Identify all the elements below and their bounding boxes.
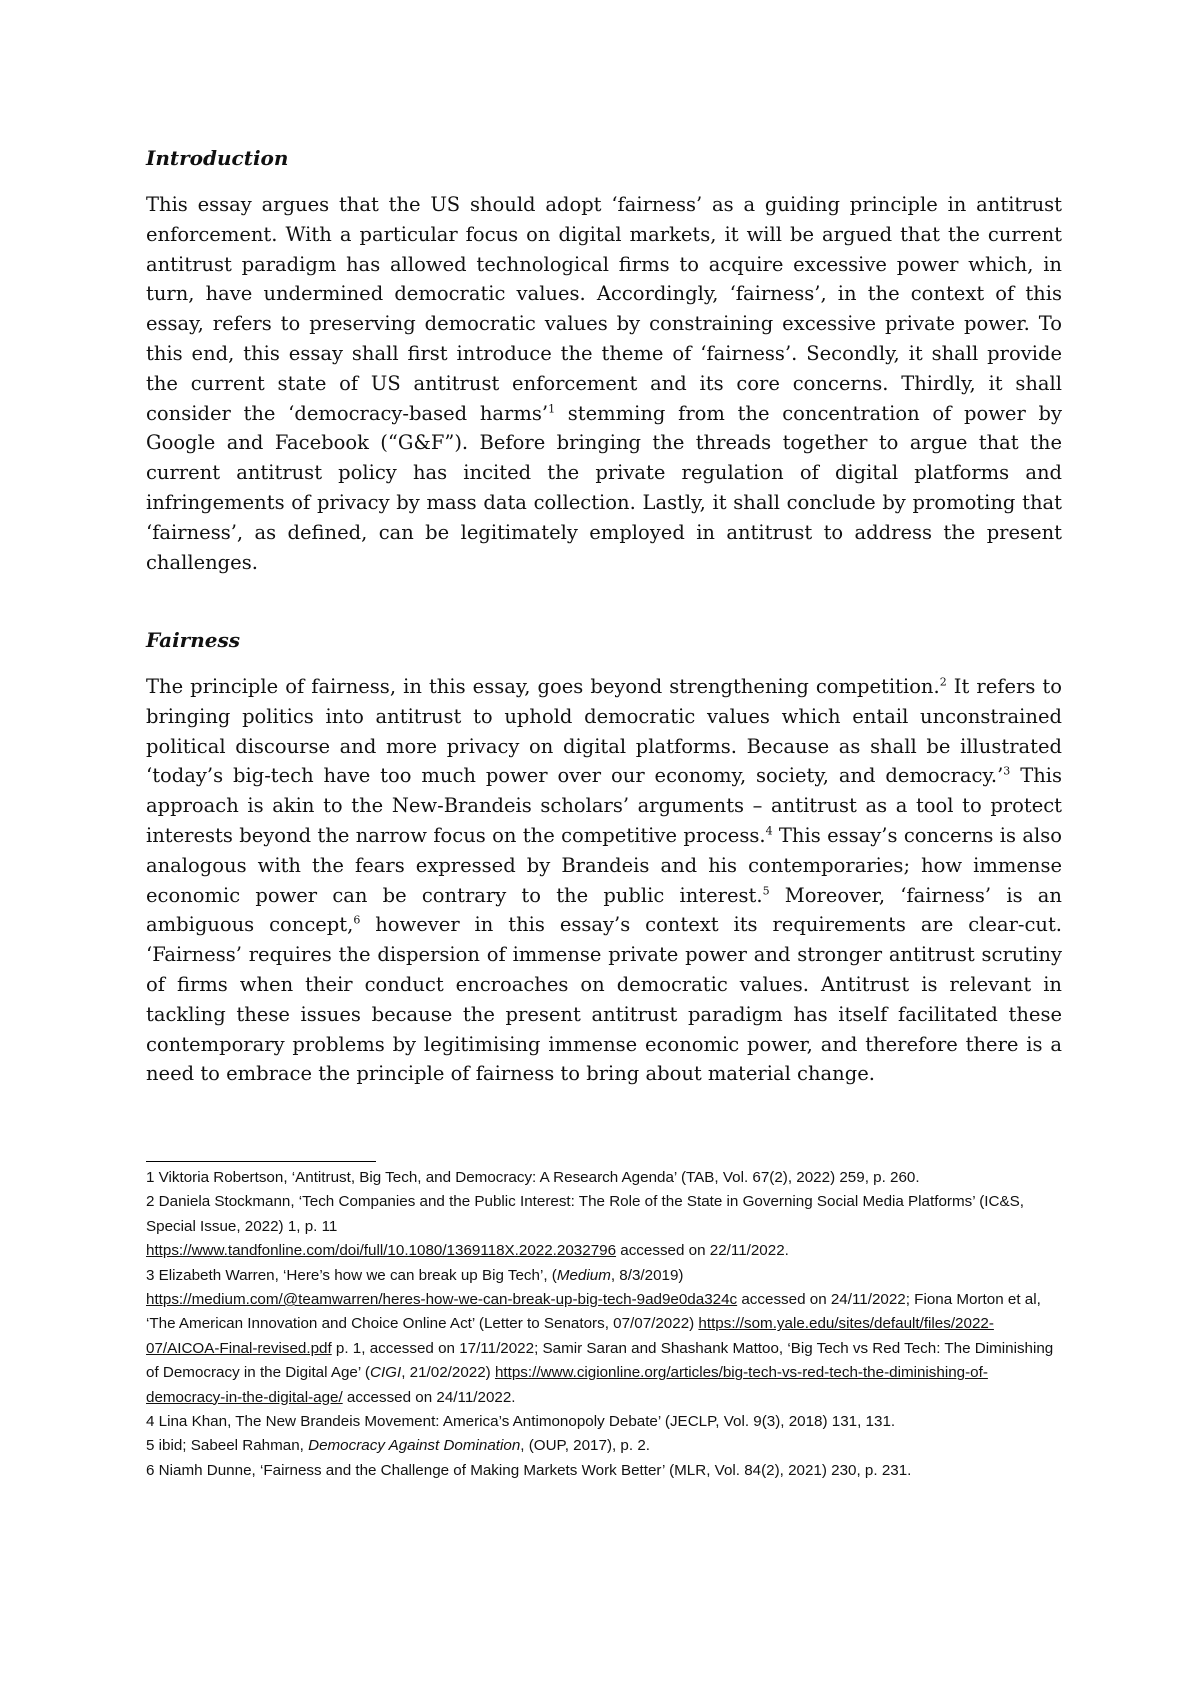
fairness-text-4: This essay’s concerns is also analogous with the fears expressed by Brandeis and his contemporaries; how immense economic power can be contrary to the public interest. bbox=[146, 823, 1062, 907]
footnote-ref-1: 1 bbox=[548, 402, 556, 416]
footnote-ref-6: 6 bbox=[353, 913, 361, 927]
footnote-3 bbox=[146, 1264, 1062, 1410]
fairness-text-2: It refers to bringing politics into antitrust to uphold democratic values which entail unconstrained political discourse and more privacy on digital platforms. Because as shall be illustrated ‘today’s big-tech have too much power over our economy, society, and democracy.’ bbox=[146, 675, 1062, 788]
footnote-separator bbox=[146, 1161, 376, 1162]
footnote-2-text: 2 Daniela Stockmann, ‘Tech Companies and the Public Interest: The Role of the State in Governing Social Media Platforms’ (IC&S, Special Issue, 2022) 1, p. 11 bbox=[146, 1193, 1024, 1235]
footnote-5 bbox=[146, 1434, 1062, 1458]
footnote-2 bbox=[146, 1190, 1062, 1263]
fairness-heading: Fairness bbox=[146, 628, 240, 652]
footnote-ref-5: 5 bbox=[762, 884, 770, 898]
footnote-3-text-c: p. 1, accessed on 17/11/2022; Samir Saran and Shashank Mattoo, ‘Big Tech vs Red Tech: The Diminishing of Democracy in the Digital Age’ ( bbox=[146, 1339, 1054, 1382]
footnote-3-text-b: accessed on 24/11/2022; Fiona Morton et al, ‘The American Innovation and Choice Online Act’ (Letter to Senators, 07/07/2022) bbox=[146, 1291, 1041, 1333]
footnote-3-source-medium: Medium bbox=[556, 1266, 611, 1284]
footnote-1: 1 Viktoria Robertson, ‘Antitrust, Big Tech, and Democracy: A Research Agenda’ (TAB, Vol. 67(2), 2022) 259, p. 260. bbox=[146, 1169, 920, 1186]
introduction-heading: Introduction bbox=[146, 146, 289, 170]
footnote-6: 6 Niamh Dunne, ‘Fairness and the Challenge of Making Markets Work Better’ (MLR, Vol. 84(2), 2021) 230, p. 231. bbox=[146, 1461, 912, 1479]
footnote-3-link-2[interactable]: https://som.yale.edu/sites/default/files/2022-07/AICOA-Final-revised.pdf bbox=[146, 1315, 994, 1357]
fairness-text-6: however in this essay’s context its requirements are clear-cut. ‘Fairness’ requires the dispersion of immense private power and stronger antitrust scrutiny of firms when their conduct encroaches on democratic values. Antitrust is relevant in tackling these issues because the present antitrust paradigm has itself facilitated these contemporary problems by legitimising immense economic power, and therefore there is a need to embrace the principle of fairness to bring about material change. bbox=[146, 913, 1062, 1086]
footnote-ref-4: 4 bbox=[765, 824, 773, 838]
introduction-paragraph bbox=[146, 190, 1062, 577]
footnote-3-text-a2: , 8/3/2019) bbox=[610, 1266, 684, 1284]
footnote-5-text-a: 5 ibid; Sabeel Rahman, bbox=[146, 1437, 309, 1455]
fairness-paragraph bbox=[146, 672, 1062, 1089]
footnote-3-link-3[interactable]: https://www.cigionline.org/articles/big-tech-vs-red-tech-the-diminishing-of-democracy-in-the-digital-age/ bbox=[146, 1364, 988, 1406]
footnote-3-link-1[interactable]: https://medium.com/@teamwarren/heres-how-we-can-break-up-big-tech-9ad9e0da324c bbox=[146, 1291, 738, 1309]
intro-text-1: This essay argues that the US should adopt ‘fairness’ as a guiding principle in antitrust enforcement. With a particular focus on digital markets, it will be argued that the current antitrust paradigm has allowed technological firms to acquire excessive power which, in turn, have undermined democratic values. Accordingly, ‘fairness’, in the context of this essay, refers to preserving democratic values by constraining excessive private power. To this end, this essay shall first introduce the theme of ‘fairness’. Secondly, it shall provide the current state of US antitrust enforcement and its core concerns. Thirdly, it shall consider the ‘democracy-based harms’ bbox=[146, 193, 1062, 425]
footnote-5-text-b: , (OUP, 2017), p. 2. bbox=[520, 1437, 650, 1455]
footnote-3-text-d: accessed on 24/11/2022. bbox=[342, 1388, 516, 1406]
footnote-ref-3: 3 bbox=[1003, 764, 1011, 778]
footnotes bbox=[146, 1166, 1062, 1483]
footnote-2-link[interactable]: https://www.tandfonline.com/doi/full/10.1080/1369118X.2022.2032796 bbox=[146, 1242, 617, 1260]
footnote-3-text-a: 3 Elizabeth Warren, ‘Here’s how we can break up Big Tech’, ( bbox=[146, 1266, 557, 1284]
footnote-3-source-cigi: CIGI bbox=[369, 1364, 402, 1382]
fairness-text-3: This approach is akin to the New-Brandeis scholars’ arguments – antitrust as a tool to protect interests beyond the narrow focus on the competitive process. bbox=[146, 764, 1063, 847]
fairness-text-5: Moreover, ‘fairness’ is an ambiguous concept, bbox=[146, 883, 1062, 937]
footnote-3-text-c2: , 21/02/2022) bbox=[401, 1364, 495, 1382]
footnote-2-tail: accessed on 22/11/2022. bbox=[616, 1242, 789, 1260]
footnote-4: 4 Lina Khan, The New Brandeis Movement: America’s Antimonopoly Debate’ (JECLP, Vol. 9(3), 2018) 131, 131. bbox=[146, 1413, 896, 1431]
intro-text-2: stemming from the concentration of power by Google and Facebook (“G&F”). Before bringing the threads together to argue that the current antitrust policy has incited the private regulation of digital platforms and infringements of privacy by mass data collection. Lastly, it shall conclude by promoting that ‘fairness’, as defined, can be legitimately employed in antitrust to address the present challenges. bbox=[146, 401, 1062, 574]
footnote-5-book-title: Democracy Against Domination bbox=[308, 1437, 521, 1455]
fairness-text-1: The principle of fairness, in this essay, goes beyond strengthening competition. bbox=[146, 675, 940, 698]
footnote-ref-2: 2 bbox=[939, 675, 947, 689]
